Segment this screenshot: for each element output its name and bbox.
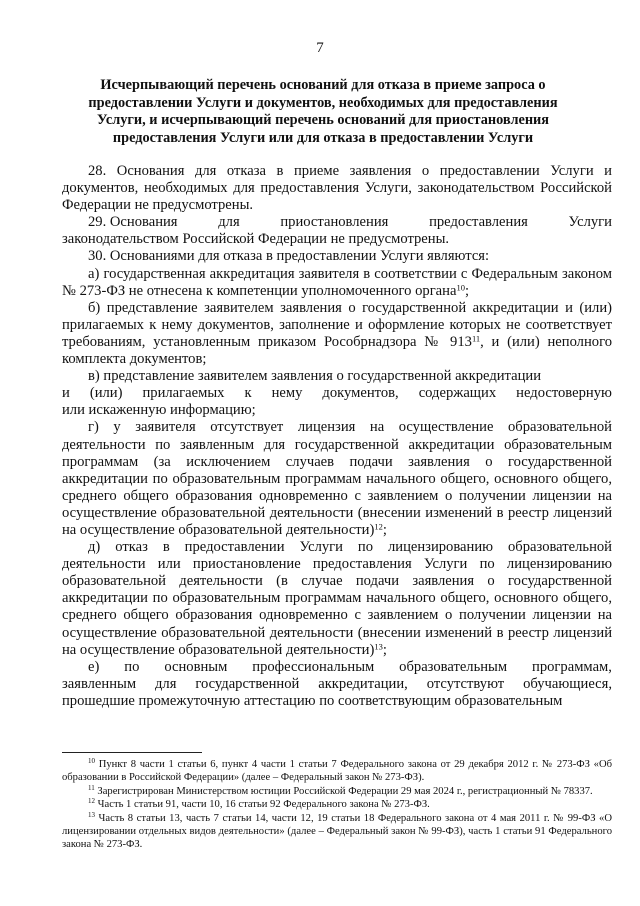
item-e-word: по [124, 658, 140, 675]
item-v-word: нему [271, 385, 303, 402]
item-e-word: программам, [532, 658, 612, 675]
item-d-end: ; [382, 641, 387, 658]
item-a [62, 266, 612, 300]
footnote-number: 12 [88, 797, 95, 806]
item-d-text: д) отказ в предоставлении Услуги по лицензированию образовательной деятельности или приостановление предоставления Услуги по лицензированию образовательной деятельности (в случае подачи заявления о государственной аккредитации по образовательным программам начального общего, основного общего, среднего общего образования одновременно с заявлением о получении лицензии на осуществление образовательной деятельности (внесении изменений в реестр лицензий на осуществление образовательной деятельности) [62, 539, 612, 658]
footnote-text: Пункт 8 части 1 статьи 6, пункт 4 части 1 статьи 7 Федерального закона от 29 декабря 2012 г. № 273-ФЗ «Об образовании в Российской Федерации» (далее – Федеральный закон № 273-ФЗ). [62, 759, 612, 784]
item-e [62, 659, 612, 710]
footnote-text: Часть 8 статьи 13, часть 7 статьи 14, части 12, 19 статьи 18 Федерального закона от 4 мая 2011 г. № 99-ФЗ «О лицензировании отдельных видов деятельности» (далее – Федеральный закон № 99-ФЗ), часть 1 статьи 91 Федерального закона № 273-ФЗ. [62, 812, 612, 851]
paragraph-29-word: Услуги [568, 214, 612, 231]
item-g-text: г) у заявителя отсутствует лицензия на осуществление образовательной деятельности по заявленным для государственной аккредитации образовательным программам (за исключением случаев подачи заявления о государственной аккредитации по образовательным программам начального общего, основного общего, среднего общего образования одновременно с заявлением о получении лицензии на осуществление образовательной деятельности (внесении изменений в реестр лицензий на осуществление образовательной деятельности) [62, 419, 612, 538]
footnote-12 [62, 798, 612, 811]
footnote-ref-13: 13 [374, 640, 383, 651]
footnote-ref-10: 10 [456, 281, 465, 292]
footnote-ref-12: 12 [374, 521, 383, 532]
item-v [62, 368, 612, 419]
paragraph-28: 28. Основания для отказа в приеме заявления о предоставлении Услуги и документов, необходимых для предоставления Услуги, законодательством Российской Федерации не предусмотрены. [62, 163, 612, 214]
item-v-first-line: в) представление заявителем заявления о государственной аккредитации [88, 368, 542, 385]
item-g [62, 419, 612, 539]
item-v-rest: или искаженную информацию; [62, 402, 256, 419]
item-e-word: е) [88, 658, 100, 675]
item-e-word: профессиональным [252, 658, 375, 675]
footnote-text: Зарегистрирован Министерством юстиции Российской Федерации 29 мая 2024 г., регистрационный № 78337. [97, 785, 593, 797]
paragraph-29-word: 29. Основания [88, 214, 178, 231]
section-title: Исчерпывающий перечень оснований для отказа в приеме запроса о предоставлении Услуги и документов, необходимых для предоставления Услуги, и исчерпывающий перечень оснований для приостановления предоставления Услуги или для отказа в предоставлении Услуги [88, 77, 558, 146]
footnote-number: 10 [88, 757, 95, 766]
item-b [62, 300, 612, 368]
item-v-word: и [62, 385, 70, 402]
item-v-word: к [244, 385, 252, 402]
footnote-10 [62, 758, 612, 785]
item-v-word: содержащих [418, 385, 497, 402]
item-e-word: образовательным [399, 658, 508, 675]
item-v-second-line [62, 385, 612, 402]
item-v-word: (или) [89, 385, 123, 402]
item-d [62, 539, 612, 659]
page-number: 7 [316, 40, 324, 56]
footnotes [62, 758, 612, 852]
item-e-first-line [62, 659, 612, 676]
document-body [62, 163, 612, 710]
item-e-rest: заявленным для государственной аккредитации, отсутствуют обучающиеся, прошедшие промежуточную аттестацию по соответствующим образовательным [62, 675, 612, 709]
item-v-word: документов, [322, 385, 399, 402]
paragraph-29-rest: законодательством Российской Федерации не предусмотрены. [62, 231, 450, 248]
footnote-11 [62, 785, 612, 798]
item-g-end: ; [382, 521, 387, 538]
paragraph-29-word: приостановления [280, 214, 389, 231]
item-v-word: прилагаемых [142, 385, 225, 402]
footnote-13 [62, 812, 612, 852]
paragraph-29-word: предоставления [429, 214, 528, 231]
footnote-separator [62, 752, 202, 753]
paragraph-30: 30. Основаниями для отказа в предоставлении Услуги являются: [88, 248, 490, 265]
paragraph-29 [62, 214, 612, 248]
item-e-word: основным [164, 658, 228, 675]
item-b-end: , и (или) неполного комплекта документов; [62, 333, 612, 368]
paragraph-29-first-line [62, 214, 612, 231]
item-a-text: а) государственная аккредитация заявителя в соответствии с Федеральным законом № 273-ФЗ не отнесена к компетенции уполномоченного органа [62, 265, 612, 299]
footnote-text: Часть 1 статьи 91, части 10, 16 статьи 92 Федерального закона № 273-ФЗ. [97, 799, 430, 811]
item-b-text: б) представление заявителем заявления о государственной аккредитации и (или) прилагаемых к нему документов, заполнение и оформление которых не соответствует требованиям, установленным приказом Рособрнадзора № 913 [62, 299, 612, 350]
item-v-word: недостоверную [516, 385, 612, 402]
footnote-number: 13 [88, 810, 95, 819]
footnote-ref-11: 11 [471, 333, 481, 344]
footnote-number: 11 [88, 783, 95, 792]
item-a-end: ; [464, 282, 470, 299]
paragraph-29-word: для [218, 214, 240, 231]
